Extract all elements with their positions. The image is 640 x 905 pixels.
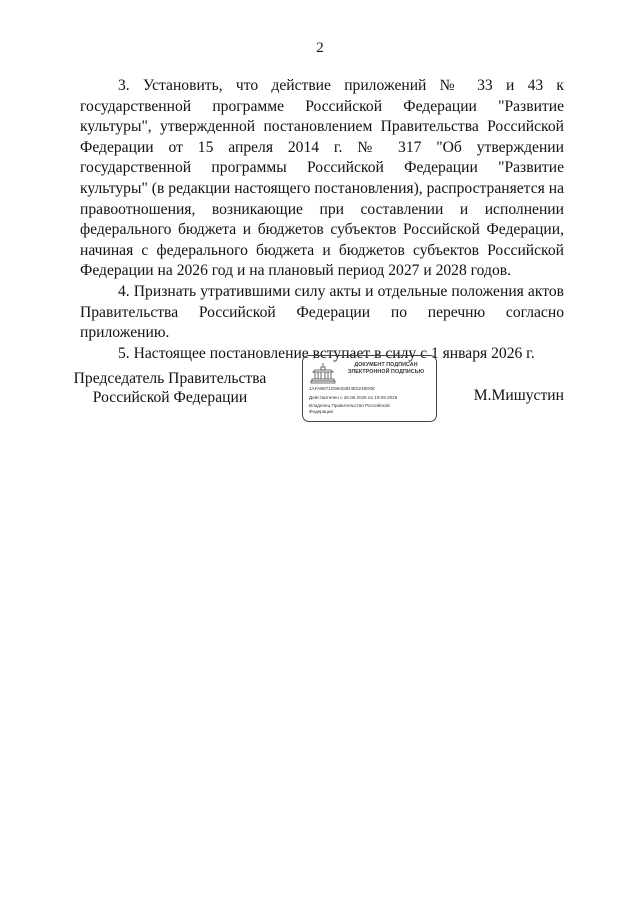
stamp-heading-line1: ДОКУМЕНТ ПОДПИСАН bbox=[354, 362, 418, 368]
stamp-owner-line1: Владелец Правительство Российской bbox=[309, 403, 390, 408]
paragraph-5: 5. Настоящее постановление вступает в силу с 1 января 2026 г. bbox=[118, 344, 535, 362]
signer-name: М.Мишустин bbox=[473, 387, 564, 404]
stamp-validity: Действителен с 26.06.2025 по 19.09.2026 bbox=[309, 395, 398, 400]
stamp-heading bbox=[339, 362, 433, 376]
stamp-owner-line2: Федерации bbox=[309, 409, 334, 414]
stamp-heading-line2: ЭЛЕКТРОННОЙ ПОДПИСЬЮ bbox=[347, 369, 425, 375]
paragraph-3: 3. Установить, что действие приложений № 33 и 43 к государственной программе Российской Федерации "Развитие культуры", утвержденной постановлением Правительства Российской Федерации от 15 апреля 2014 г. № 317 "Об утверждении государственной программы Российской Федерации "Развитие культуры" (в редакции настоящего постановления), распространяется на правоотношения, возникающие при составлении и исполнении федерального бюджета и бюджетов субъектов Российской Федерации, начиная с федерального бюджета и бюджетов субъектов Российской Федерации на 2026 год и на плановый период 2027 и 2028 годов. bbox=[80, 77, 564, 280]
stamp-certificate: 1AFAB671D96403D4E0248D0E bbox=[309, 386, 376, 391]
document-body bbox=[80, 76, 564, 364]
government-building-icon bbox=[310, 362, 336, 384]
signer-title-line2: Российской Федерации bbox=[92, 389, 248, 406]
signer-title-line1: Председатель Правительства bbox=[73, 370, 267, 387]
signer-title bbox=[70, 369, 270, 407]
electronic-signature-stamp bbox=[302, 355, 437, 422]
page-number: 2 bbox=[316, 40, 324, 56]
paragraph-4: 4. Признать утратившими силу акты и отдельные положения актов Правительства Российской Федерации по перечню согласно приложению. bbox=[80, 282, 564, 342]
